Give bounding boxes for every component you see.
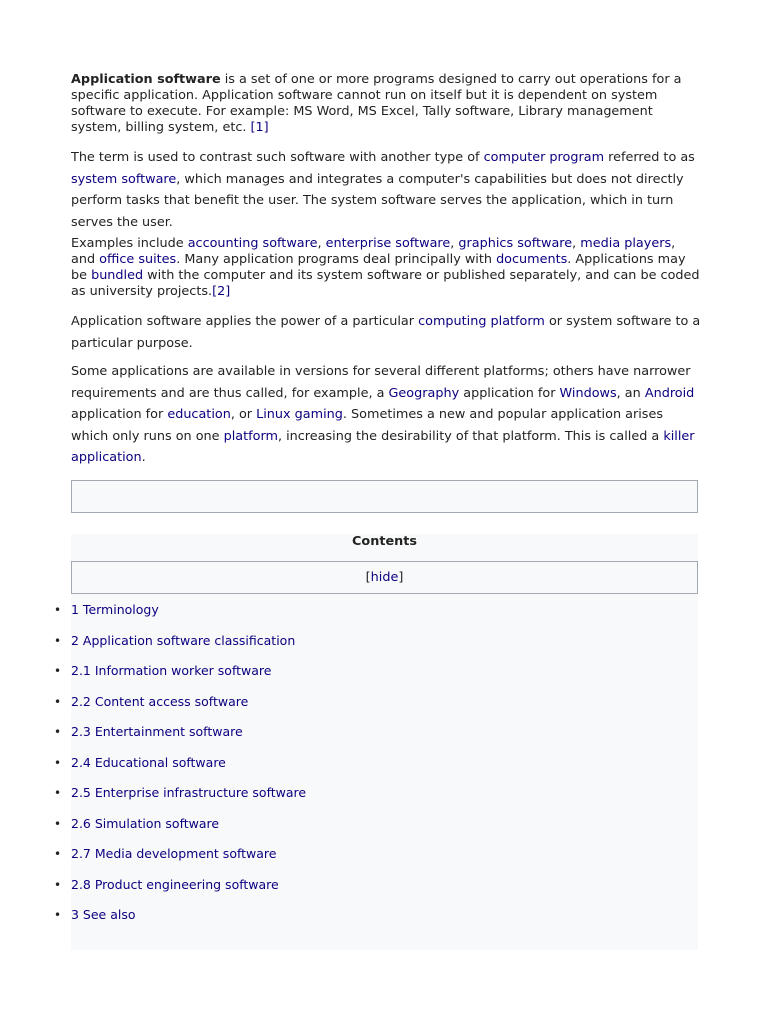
- toc-list: [54, 602, 698, 938]
- toc-link[interactable]: 1 Terminology: [71, 602, 159, 617]
- toc-link[interactable]: 3 See also: [71, 907, 136, 922]
- bracket-open: [: [365, 570, 371, 585]
- toc-item-information-worker: [54, 663, 698, 694]
- bullet-icon: •: [54, 694, 62, 709]
- text-run: or system software to a particular purpose.: [71, 314, 701, 351]
- bracket-close: ]: [398, 570, 404, 585]
- link-media-players[interactable]: media players: [580, 236, 672, 251]
- toc-link[interactable]: 2.6 Simulation software: [71, 815, 220, 831]
- link-linux-gaming[interactable]: Linux gaming: [256, 407, 343, 422]
- bullet-icon: •: [54, 816, 62, 831]
- text-run: ,: [317, 236, 326, 251]
- toc-link[interactable]: 2.1 Information worker software: [71, 663, 272, 678]
- toc-link[interactable]: 2.5 Enterprise infrastructure software: [71, 785, 307, 800]
- toc-item-media-development: [54, 846, 698, 877]
- text-run: .: [141, 450, 146, 465]
- toc-item-educational: [54, 754, 698, 786]
- toc-link[interactable]: 2 Application software classification: [71, 632, 296, 648]
- toc-link[interactable]: 2.2 Content access software: [71, 693, 249, 709]
- term-paragraph: [71, 147, 701, 233]
- platform-paragraph: [71, 311, 701, 354]
- versions-paragraph: [71, 361, 701, 469]
- text-run: Application software applies the power of a particular: [71, 314, 419, 329]
- toc-item-content-access: [54, 693, 698, 725]
- link-documents[interactable]: documents: [496, 252, 568, 267]
- toc-item-enterprise-infrastructure: [54, 785, 698, 816]
- toc-item-classification: [54, 632, 698, 664]
- bullet-icon: •: [54, 633, 62, 648]
- toc-hide-toggle[interactable]: hide: [370, 570, 399, 585]
- text-run: , which manages and integrates a computer's capabilities but does not directly perform tasks that benefit the user. The system software serves the application, which in turn serves the user.: [71, 171, 684, 230]
- link-system-software[interactable]: system software: [71, 171, 177, 187]
- link-bundled[interactable]: bundled: [91, 268, 144, 283]
- toc-title: Contents: [352, 534, 417, 549]
- link-computer-program[interactable]: computer program: [483, 150, 605, 165]
- link-enterprise-software[interactable]: enterprise software: [325, 236, 451, 251]
- link-office-suites[interactable]: office suites: [99, 252, 177, 267]
- text-run: , increasing the desirability of that platform. This is called a: [277, 428, 664, 444]
- toc-item-simulation: [54, 815, 698, 847]
- bullet-icon: •: [54, 908, 62, 922]
- text-run: ,: [572, 236, 581, 251]
- bullet-icon: •: [54, 664, 62, 678]
- bullet-icon: •: [54, 755, 62, 770]
- bullet-icon: •: [54, 847, 62, 861]
- text-run: . Many application programs deal principally with: [176, 252, 497, 267]
- bullet-icon: •: [54, 725, 62, 739]
- bullet-icon: •: [54, 786, 62, 800]
- link-android[interactable]: Android: [644, 385, 695, 401]
- text-run: with the computer and its system software or published separately, and can be coded as university projects.: [71, 268, 700, 299]
- toc-link[interactable]: 2.8 Product engineering software: [71, 876, 279, 892]
- text-run: , an: [616, 385, 645, 401]
- text-run: ,: [450, 236, 459, 251]
- reference-link-1[interactable]: [1]: [250, 120, 269, 135]
- toc-item-entertainment: [54, 724, 698, 755]
- bullet-icon: •: [54, 603, 62, 617]
- text-run: application for: [71, 407, 168, 422]
- text-run: , or: [230, 407, 257, 422]
- text-run: The term is used to contrast such software with another type of: [71, 150, 484, 165]
- toc-link[interactable]: 2.7 Media development software: [71, 846, 277, 861]
- empty-infobox: [71, 480, 698, 513]
- text-run: Some applications are available in versions for several different platforms; others have narrower requirements and are thus called, for example, a: [71, 364, 691, 401]
- link-platform[interactable]: platform: [223, 428, 278, 444]
- bullet-icon: •: [54, 877, 62, 892]
- examples-paragraph: [71, 236, 701, 300]
- text-run: . Sometimes a new and popular application arises which only runs on one: [71, 407, 663, 444]
- toc-item-see-also: [54, 907, 698, 938]
- intro-paragraph: [71, 72, 701, 136]
- link-windows[interactable]: Windows: [559, 385, 617, 401]
- text-run: , and: [71, 236, 676, 267]
- table-of-contents: [54, 534, 698, 950]
- link-killer-application[interactable]: killer application: [71, 428, 695, 465]
- toc-item-product-engineering: [54, 876, 698, 908]
- toc-hide-box: [71, 561, 698, 594]
- term-bold: Application software: [71, 72, 221, 87]
- toc-item-terminology: [54, 602, 698, 633]
- link-computing-platform[interactable]: computing platform: [418, 314, 545, 329]
- toc-link[interactable]: 2.4 Educational software: [71, 754, 226, 770]
- link-geography[interactable]: Geography: [388, 385, 460, 401]
- link-graphics-software[interactable]: graphics software: [458, 236, 573, 251]
- text-run: . Applications may be: [71, 252, 686, 283]
- text-run: Examples include: [71, 236, 188, 251]
- toc-link[interactable]: 2.3 Entertainment software: [71, 724, 243, 739]
- text-run: application for: [459, 385, 560, 401]
- link-accounting-software[interactable]: accounting software: [187, 236, 318, 251]
- text-run: referred to as: [604, 150, 695, 165]
- intro-text: is a set of one or more programs designed to carry out operations for a specific application. Application software cannot run on itself but it is dependent on system software to execute. For example: MS Word, MS Excel, Tally software, Library management system, billing system, etc.: [71, 72, 682, 135]
- link-education[interactable]: education: [167, 407, 231, 422]
- reference-link-2[interactable]: [2]: [212, 284, 231, 299]
